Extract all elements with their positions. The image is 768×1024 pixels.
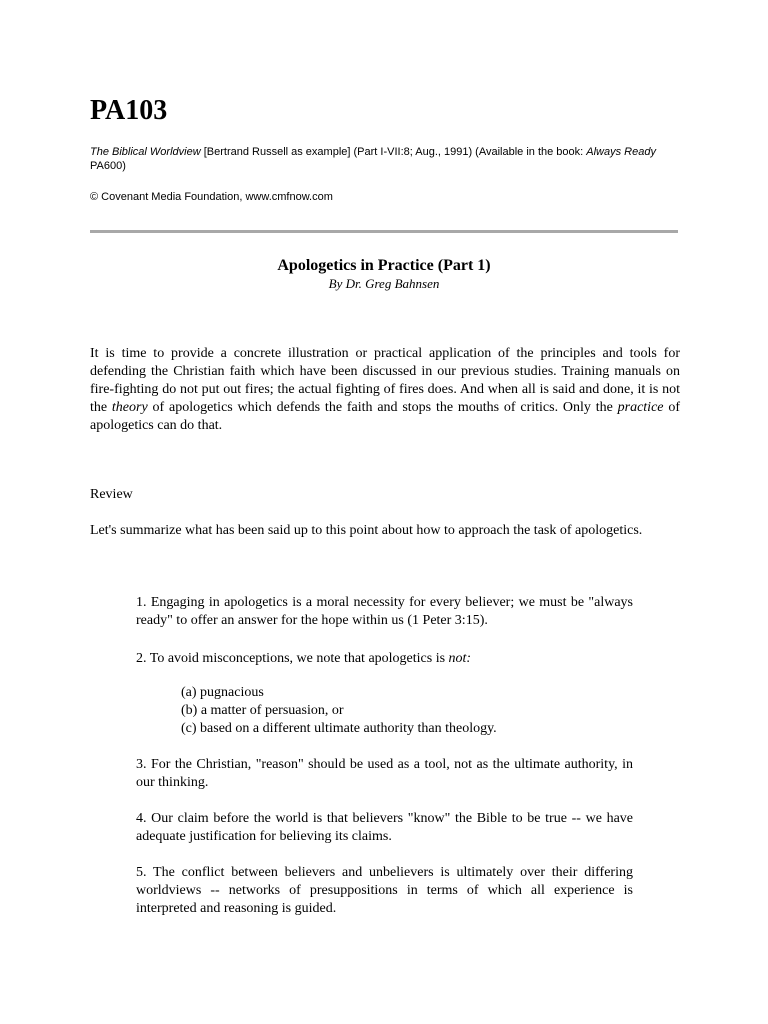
summary-sentence: Let's summarize what has been said up to this point about how to approach the task of apologetics. <box>90 523 643 538</box>
review-point-3: 3. For the Christian, "reason" should be used as a tool, not as the ultimate authority, in our thinking. <box>136 757 633 790</box>
review-heading: Review <box>90 487 133 502</box>
document-code: PA103 <box>90 95 168 126</box>
copyright-notice: © Covenant Media Foundation, www.cmfnow.com <box>90 191 333 203</box>
source-book-code: PA600) <box>90 160 126 172</box>
article-title: Apologetics in Practice (Part 1) <box>277 257 491 274</box>
intro-text-1: It is time to provide a concrete illustration or practical application of the principles and tools for defending the Christian faith which have been discussed in our previous studies. Training manuals on fire-fighting do not put out fires; the actual fighting of fires does. And when all is said and done, it is not the <box>90 346 680 415</box>
intro-paragraph <box>90 345 680 435</box>
source-details: [Bertrand Russell as example] (Part I-VII:8; Aug., 1991) (Available in the book: <box>200 146 587 158</box>
review-point-2 <box>136 650 633 668</box>
intro-emphasis-practice: practice <box>617 400 664 415</box>
source-citation <box>90 145 682 173</box>
review-point-2-subitem-c: (c) based on a different ultimate authority than theology. <box>181 721 497 736</box>
intro-text-2: of apologetics which defends the faith and stops the mouths of critics. Only the <box>147 400 618 415</box>
article-byline: By Dr. Greg Bahnsen <box>328 276 440 291</box>
intro-text-3: of apologetics can do that. <box>90 400 680 433</box>
intro-emphasis-theory: theory <box>111 400 148 415</box>
review-point-2-subitem-b: (b) a matter of persuasion, or <box>181 703 344 718</box>
source-book-title: Always Ready <box>586 146 656 158</box>
review-point-4: 4. Our claim before the world is that believers "know" the Bible to be true -- we have adequate justification for believing its claims. <box>136 811 633 844</box>
review-point-2-emphasis: not: <box>448 651 472 666</box>
review-point-2-subitem-a: (a) pugnacious <box>181 685 264 700</box>
source-work-title: The Biblical Worldview <box>90 146 201 158</box>
review-point-2-text: 2. To avoid misconceptions, we note that apologetics is <box>136 651 449 666</box>
review-point-1: 1. Engaging in apologetics is a moral necessity for every believer; we must be "always ready" to offer an answer for the hope within us (1 Peter 3:15). <box>136 595 633 628</box>
review-point-5: 5. The conflict between believers and unbelievers is ultimately over their differing worldviews -- networks of presuppositions in terms of which all experience is interpreted and reasoning is guided. <box>136 865 633 916</box>
header-divider <box>90 230 678 233</box>
